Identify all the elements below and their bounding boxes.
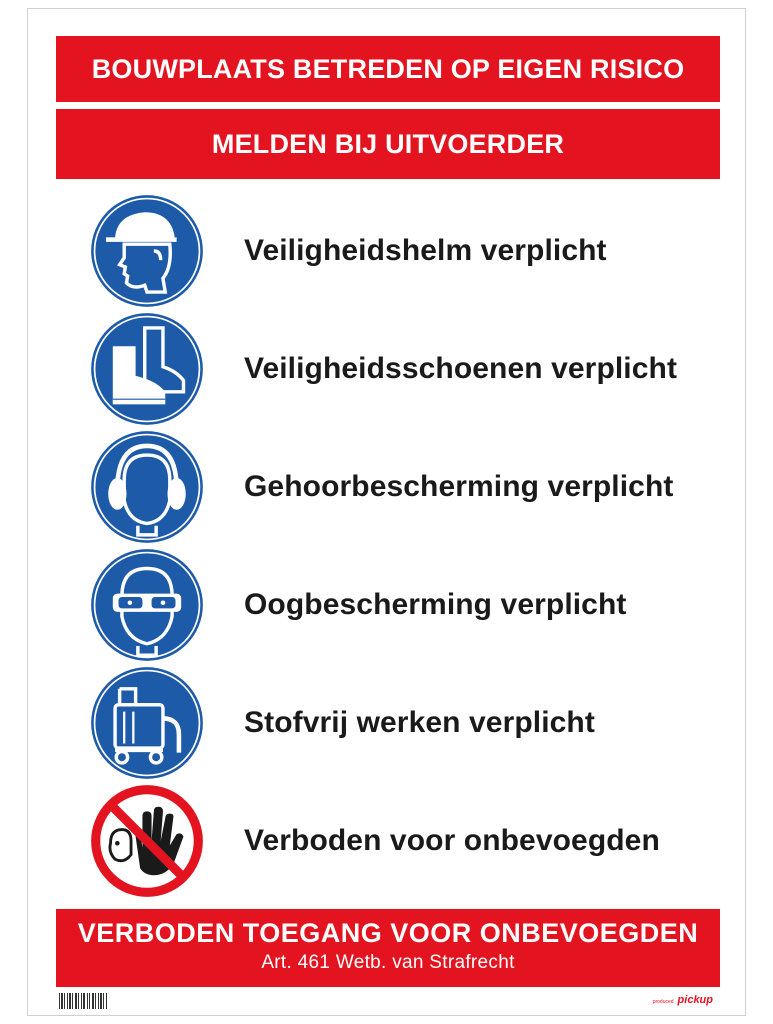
rule-label-boots: Veiligheidsschoenen verplicht xyxy=(244,352,678,385)
brand-name: pickup xyxy=(677,994,713,1006)
rule-row-helmet xyxy=(90,193,730,309)
brand-logo xyxy=(653,994,713,1006)
rule-row-ear xyxy=(90,429,730,545)
rule-label-eye: Oogbescherming verplicht xyxy=(244,588,627,621)
safety-sign xyxy=(27,8,746,1016)
rule-label-no-entry: Verboden voor onbevoegden xyxy=(244,824,660,857)
safety-helmet-icon xyxy=(90,194,204,308)
header-banner-report xyxy=(56,109,720,179)
footer-title: VERBODEN TOEGANG VOOR ONBEVOEGDEN xyxy=(77,918,699,948)
rule-row-no-entry xyxy=(90,783,730,899)
rule-row-eye xyxy=(90,547,730,663)
rule-row-dust xyxy=(90,665,730,781)
eye-protection-icon xyxy=(90,548,204,662)
footer-subtitle: Art. 461 Wetb. van Strafrecht xyxy=(261,952,515,973)
rule-label-ear: Gehoorbescherming verplicht xyxy=(244,470,674,503)
brand-small-text: produced xyxy=(652,999,674,1005)
rule-row-boots xyxy=(90,311,730,427)
safety-boot-icon xyxy=(90,312,204,426)
header-banner-risk xyxy=(56,36,720,102)
header-divider xyxy=(56,102,720,109)
ear-protection-icon xyxy=(90,430,204,544)
header-line-1: BOUWPLAATS BETREDEN OP EIGEN RISICO xyxy=(91,53,685,84)
rule-label-dust: Stofvrij werken verplicht xyxy=(244,706,595,739)
dust-extractor-icon xyxy=(90,666,204,780)
no-entry-hand-icon xyxy=(90,784,204,898)
rule-label-helmet: Veiligheidshelm verplicht xyxy=(244,234,607,267)
barcode-icon xyxy=(58,992,108,1014)
footer-banner xyxy=(56,909,720,987)
header-line-2: MELDEN BIJ UITVOERDER xyxy=(211,128,565,159)
